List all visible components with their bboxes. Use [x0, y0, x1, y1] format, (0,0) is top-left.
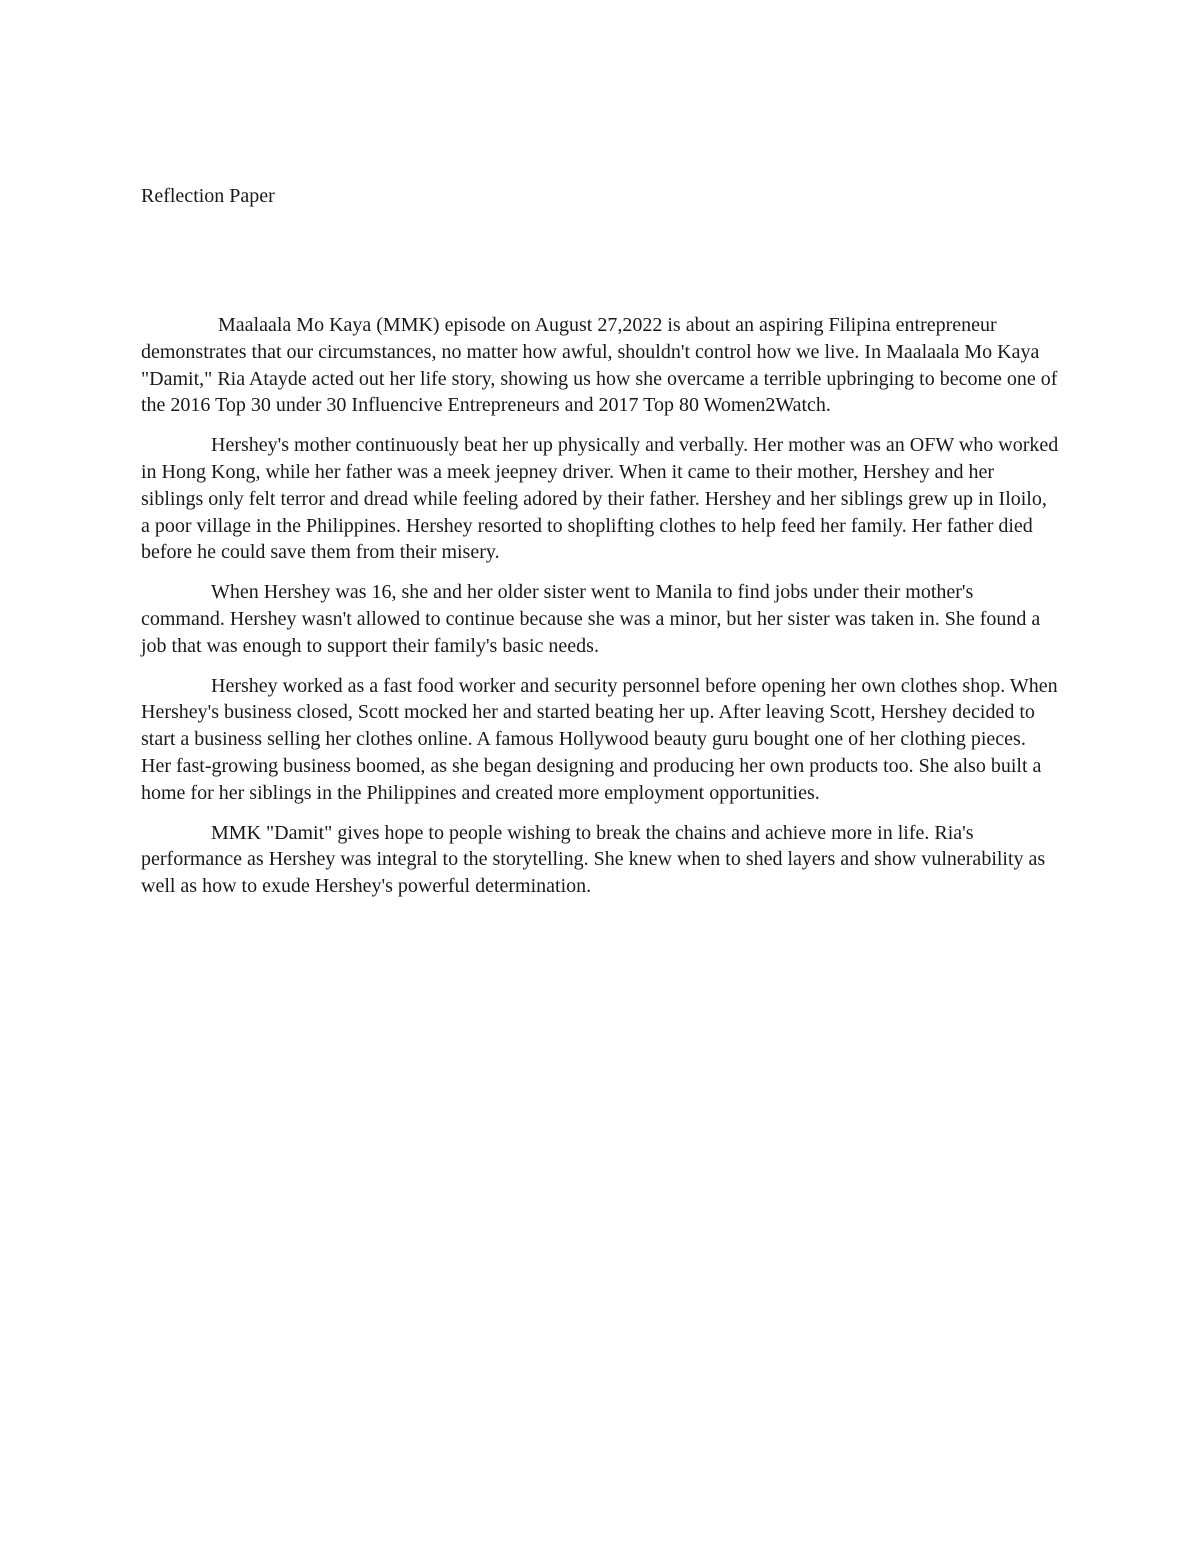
document-body: [141, 312, 1059, 913]
paragraph-childhood: Hershey's mother continuously beat her up physically and verbally. Her mother was an OFW who worked in Hong Kong, while her father was a meek jeepney driver. When it came to their mother, Hershey and her siblings only felt terror and dread while feeling adored by their father. Hershey and her siblings grew up in Iloilo, a poor village in the Philippines. Hershey resorted to shoplifting clothes to help feed her family. Her father died before he could save them from their misery.: [141, 434, 1059, 564]
document-title: Reflection Paper: [141, 185, 275, 207]
paragraph-conclusion: MMK "Damit" gives hope to people wishing to break the chains and achieve more in life. Ria's performance as Hershey was integral to the storytelling. She knew when to shed layers and show vulnerability as well as how to exude Hershey's powerful determination.: [141, 821, 1046, 898]
paragraph-business: Hershey worked as a fast food worker and security personnel before opening her own clothes shop. When Hershey's business closed, Scott mocked her and started beating her up. After leaving Scott, Hershey decided to start a business selling her clothes online. A famous Hollywood beauty guru bought one of her clothing pieces. Her fast-growing business boomed, as she began designing and producing her own products too. She also built a home for her siblings in the Philippines and created more employment opportunities.: [141, 674, 1058, 804]
paragraph-manila: When Hershey was 16, she and her older sister went to Manila to find jobs under their mother's command. Hershey wasn't allowed to continue because she was a minor, but her sister was taken in. She found a job that was enough to support their family's basic needs.: [141, 581, 1041, 657]
paragraph-intro: Maalaala Mo Kaya (MMK) episode on August 27,2022 is about an aspiring Filipina entrepreneur demonstrates that our circumstances, no matter how awful, shouldn't control how we live. In Maalaala Mo Kaya "Damit," Ria Atayde acted out her life story, showing us how she overcame a terrible upbringing to become one of the 2016 Top 30 under 30 Influencive Entrepreneurs and 2017 Top 80 Women2Watch.: [141, 314, 1058, 417]
